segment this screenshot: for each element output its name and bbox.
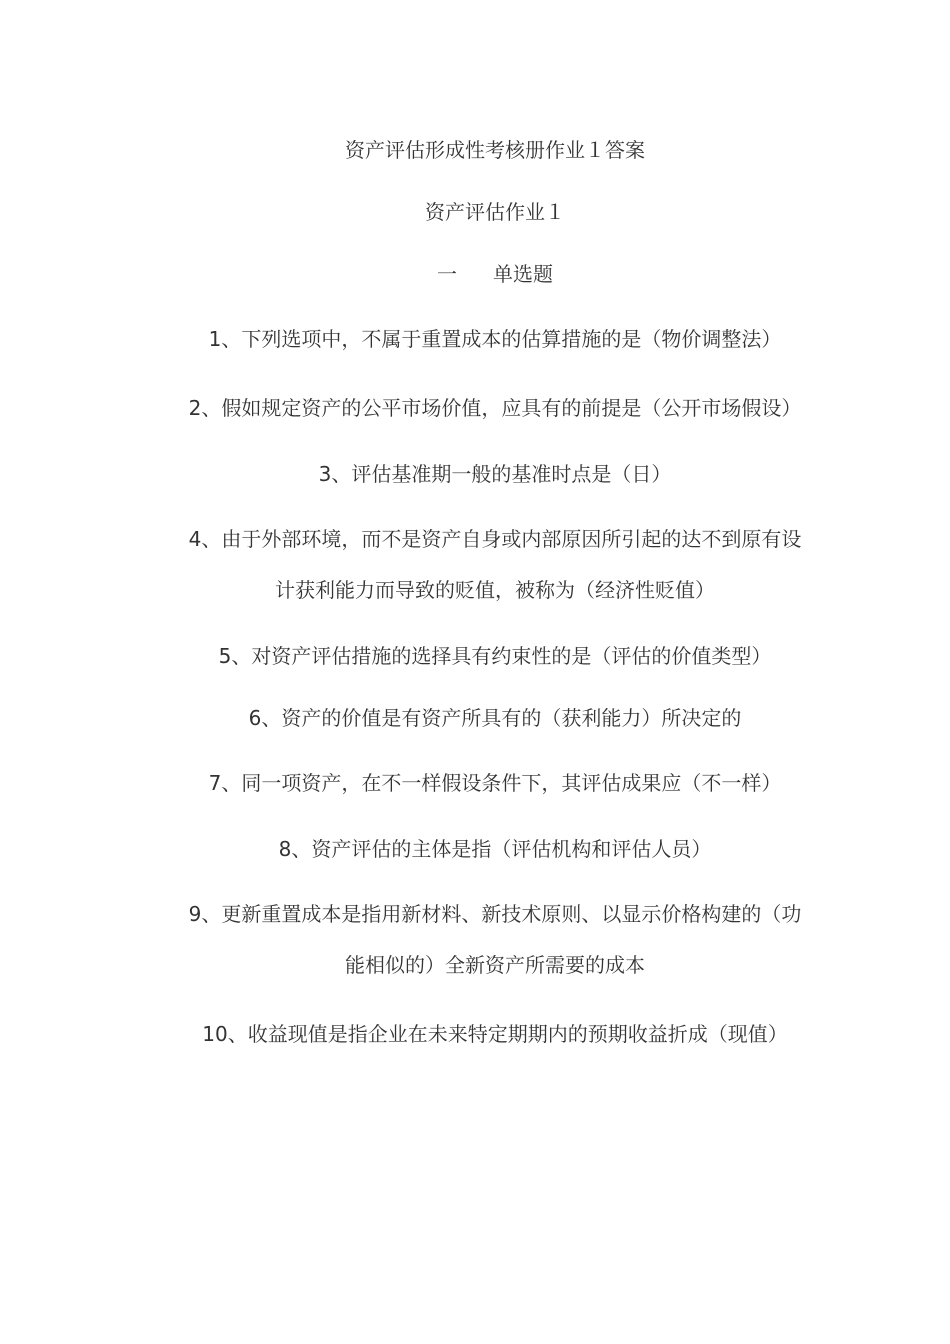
section-number: 一 xyxy=(437,262,457,286)
question-6: 6、资产的价值是有资产所具有的（获利能力）所决定的 xyxy=(248,706,742,730)
document-title: 资产评估形成性考核册作业１答案 xyxy=(345,138,645,162)
section-label: 单选题 xyxy=(493,262,553,286)
question-5: 5、对资产评估措施的选择具有约束性的是（评估的价值类型） xyxy=(218,644,772,668)
question-8: 8、资产评估的主体是指（评估机构和评估人员） xyxy=(278,837,712,861)
question-10: 10、收益现值是指企业在未来特定期期内的预期收益折成（现值） xyxy=(202,1022,788,1046)
question-9: 9、更新重置成本是指用新材料、新技术原则、以显示价格构建的（功能相似的）全新资产所需要的成本 xyxy=(188,902,802,977)
question-2: 2、假如规定资产的公平市场价值，应具有的前提是（公开市场假设） xyxy=(188,396,802,420)
section-heading xyxy=(185,252,805,296)
document-subtitle: 资产评估作业１ xyxy=(425,200,565,224)
question-1: 1、下列选项中，不属于重置成本的估算措施的是（物价调整法） xyxy=(208,327,782,351)
question-3: 3、评估基准期一般的基准时点是（日） xyxy=(318,462,672,486)
question-7: 7、同一项资产，在不一样假设条件下，其评估成果应（不一样） xyxy=(208,771,782,795)
document-body xyxy=(185,128,805,1078)
question-4: 4、由于外部环境，而不是资产自身或内部原因所引起的达不到原有设计获利能力而导致的贬值，被称为（经济性贬值） xyxy=(188,527,802,602)
